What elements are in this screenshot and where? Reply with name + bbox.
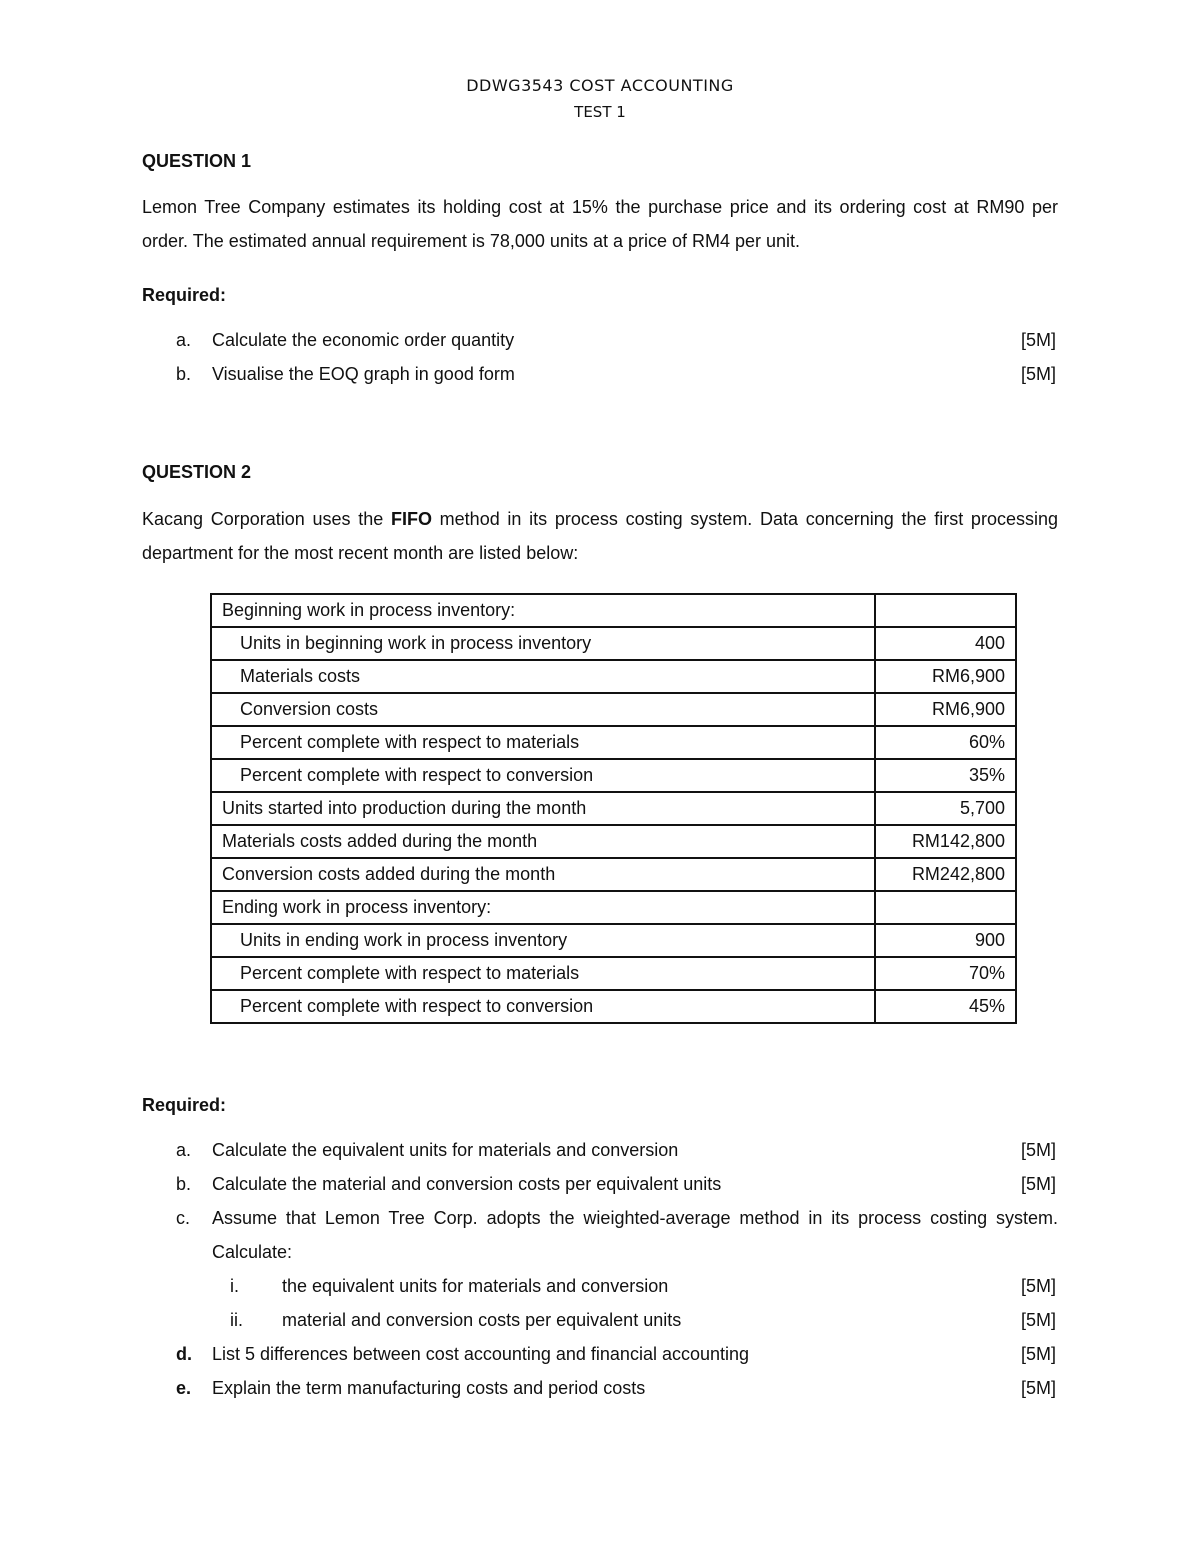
q2-item-a-label: a. [176,1140,192,1160]
table-cell-value: 5,700 [875,792,1016,825]
q2-item-b-text: Calculate the material and conversion costs per equivalent units [212,1174,722,1194]
table-row [211,627,1016,660]
q2-item-e-marks: [5M] [1020,1378,1056,1398]
table-cell-value: 45% [875,990,1016,1023]
table-cell-desc: Materials costs added during the month [211,825,875,858]
q2-item-c-ii-marks: [5M] [1020,1310,1056,1330]
q1-item-a-label: a. [176,330,192,350]
q2-item-d-marks: [5M] [1020,1344,1056,1364]
q2-item-e [142,1371,1058,1405]
process-costing-data-table [210,593,1017,1024]
q2-item-b-label: b. [176,1174,192,1194]
q1-item-b-text: Visualise the EOQ graph in good form [212,364,515,384]
table-cell-value: RM242,800 [875,858,1016,891]
question-1-required: Required: [142,285,227,305]
table-cell-value: 60% [875,726,1016,759]
q2-item-a-text: Calculate the equivalent units for materials and conversion [212,1140,679,1160]
q2-item-c-ii-label: ii. [230,1310,243,1330]
q2-item-c-i-text: the equivalent units for materials and conversion [282,1276,669,1296]
q2-item-c-i-label: i. [230,1276,239,1296]
question-2-body-pre: Kacang Corporation uses the [142,509,391,529]
table-row [211,924,1016,957]
q2-item-c-i [142,1269,1058,1303]
table-cell-value: RM6,900 [875,693,1016,726]
q2-item-c-text: Assume that Lemon Tree Corp. adopts the wieighted-average method in its process costing system. Calculate: [212,1208,1058,1262]
q2-item-c-ii [142,1303,1058,1337]
table-cell-desc: Percent complete with respect to materials [211,726,875,759]
table-cell-desc: Units in ending work in process inventory [211,924,875,957]
table-row [211,990,1016,1023]
table-cell-desc: Percent complete with respect to conversion [211,759,875,792]
table-cell-desc: Percent complete with respect to conversion [211,990,875,1023]
table-cell-desc: Conversion costs added during the month [211,858,875,891]
table-cell-value: 900 [875,924,1016,957]
question-2-required: Required: [142,1095,227,1115]
q2-item-e-text: Explain the term manufacturing costs and period costs [212,1378,646,1398]
q2-item-d-label: d. [176,1344,192,1364]
table-row [211,957,1016,990]
test-title: TEST 1 [574,103,626,121]
table-row [211,759,1016,792]
q1-item-b [142,357,1058,391]
q1-item-a [142,323,1058,357]
table-cell-desc: Units started into production during the month [211,792,875,825]
q1-item-b-marks: [5M] [1020,364,1056,384]
table-row [211,858,1016,891]
table-cell-value: RM6,900 [875,660,1016,693]
table-cell-desc: Conversion costs [211,693,875,726]
q2-item-d [142,1337,1058,1371]
question-2-body [142,502,1058,570]
table-cell-value [875,891,1016,924]
q2-item-c-label: c. [176,1208,191,1228]
table-cell-value: 35% [875,759,1016,792]
q2-item-c-ii-text: material and conversion costs per equivalent units [282,1310,682,1330]
table-row [211,594,1016,627]
q2-item-c-i-marks: [5M] [1020,1276,1056,1296]
q2-item-a-marks: [5M] [1020,1140,1056,1160]
q2-item-a [142,1133,1058,1167]
table-cell-value: 70% [875,957,1016,990]
course-title: DDWG3543 COST ACCOUNTING [466,76,734,95]
q1-item-a-text: Calculate the economic order quantity [212,330,515,350]
question-1-heading: QUESTION 1 [142,151,252,171]
question-2-body-method: FIFO [390,509,432,529]
q2-item-b-marks: [5M] [1020,1174,1056,1194]
q2-item-e-label: e. [176,1378,192,1398]
table-cell-value: 400 [875,627,1016,660]
q2-item-b [142,1167,1058,1201]
table-cell-value [875,594,1016,627]
question-2-body-post: method in its process costing system. Data concerning the first processing department for the most recent month are listed below: [142,509,1058,563]
q2-item-d-text: List 5 differences between cost accounting and financial accounting [212,1344,750,1364]
table-row [211,693,1016,726]
question-1-body: Lemon Tree Company estimates its holding cost at 15% the purchase price and its ordering cost at RM90 per order. The estimated annual requirement is 78,000 units at a price of RM4 per unit. [142,197,1058,251]
q1-item-a-marks: [5M] [1020,330,1056,350]
q1-item-b-label: b. [176,364,192,384]
table-cell-desc: Beginning work in process inventory: [211,594,875,627]
table-cell-desc: Units in beginning work in process inventory [211,627,875,660]
table-row [211,891,1016,924]
table-row [211,792,1016,825]
table-cell-desc: Materials costs [211,660,875,693]
table-row [211,660,1016,693]
question-2-heading: QUESTION 2 [142,462,252,482]
table-cell-desc: Ending work in process inventory: [211,891,875,924]
table-cell-desc: Percent complete with respect to materials [211,957,875,990]
table-cell-value: RM142,800 [875,825,1016,858]
table-row [211,825,1016,858]
table-row [211,726,1016,759]
